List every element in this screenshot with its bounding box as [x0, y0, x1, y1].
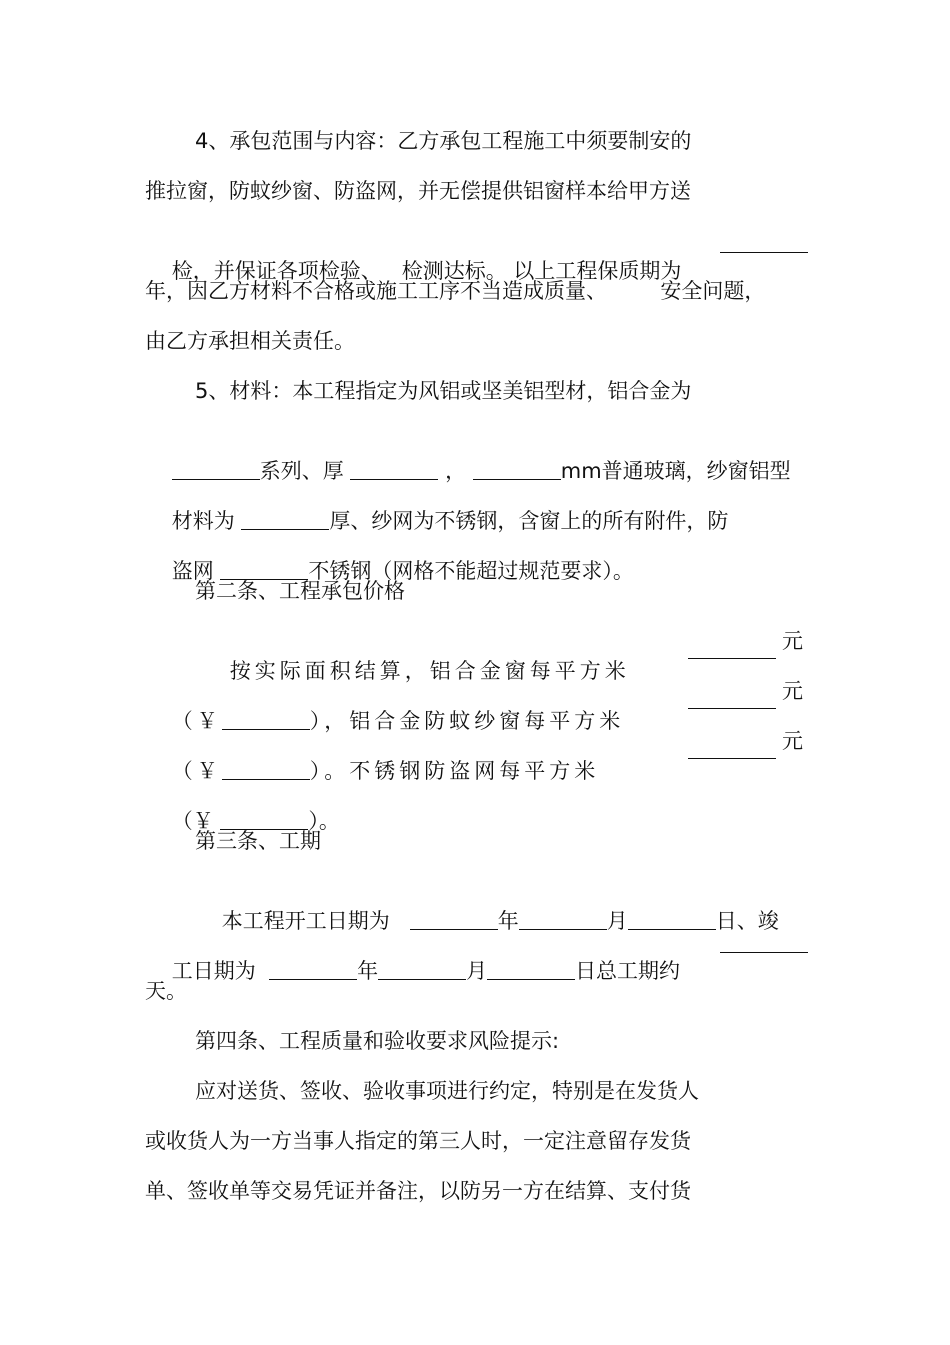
yen-open-3: （￥ — [171, 809, 214, 833]
clause-4-line-3-text: 检，并保证各项检验、 检测达标。 以上工程保质期为 — [171, 259, 682, 283]
clause-5-line-2 — [145, 426, 791, 483]
start-date-label: 本工程开工日期为 — [221, 909, 390, 933]
comma-separator: ， — [445, 459, 467, 483]
day-label-1: 日、竣 — [715, 909, 779, 933]
end-month-blank — [378, 959, 466, 980]
schedule-line-1 — [195, 876, 779, 933]
schedule-line-2 — [145, 926, 810, 983]
month-label-1: 月 — [606, 909, 628, 933]
clause-4-line-4: 年，因乙方材料不合格或施工工序不当造成质量、 安全问题， — [145, 279, 766, 303]
price-line-4 — [145, 776, 340, 833]
total-days-blank — [720, 932, 808, 953]
glass-label: mm普通玻璃，纱窗铝型 — [560, 459, 791, 483]
aluminum-window-price-blank — [688, 638, 776, 659]
security-net-price-blank — [688, 738, 776, 759]
yuan-unit-2: 元 — [782, 679, 803, 703]
end-day-blank — [487, 959, 575, 980]
completion-date-label: 工日期为 — [171, 959, 256, 983]
end-year-blank — [269, 959, 357, 980]
article-2-heading: 第二条、工程承包价格 — [195, 579, 405, 603]
screen-material-text: 厚、纱网为不锈钢，含窗上的所有附件，防 — [329, 509, 729, 533]
security-net-label: 盗网 — [171, 559, 214, 583]
clause-5-line-1: 5、材料：本工程指定为风铝或坚美铝型材，铝合金为 — [195, 379, 692, 403]
yen-open-2: （￥ — [171, 759, 222, 783]
price-line-1 — [203, 626, 630, 683]
yen-close-3: ）。 — [308, 809, 340, 833]
article-4-line-2: 或收货人为一方当事人指定的第三人时，一定注意留存发货 — [145, 1129, 691, 1153]
screen-material-label: 材料为 — [171, 509, 235, 533]
total-duration-label: 日总工期约 — [575, 959, 681, 983]
clause-4-line-1: 4、承包范围与内容：乙方承包工程施工中须要制安的 — [195, 129, 692, 153]
article-4-line-1: 应对送货、签收、验收事项进行约定，特别是在发货人 — [195, 1079, 699, 1103]
security-net-text: 不锈钢（网格不能超过规范要求）。 — [308, 559, 634, 583]
article-4-line-3: 单、签收单等交易凭证并备注，以防另一方在结算、支付货 — [145, 1179, 691, 1203]
clause-5-line-3 — [145, 476, 729, 533]
yuan-unit-1: 元 — [782, 629, 803, 653]
year-label-2: 年 — [357, 959, 379, 983]
article-4-heading: 第四条、工程质量和验收要求风险提示: — [195, 1029, 560, 1053]
warranty-years-blank — [720, 232, 808, 253]
aluminum-window-price-label: 按实际面积结算，铝合金窗每平方米 — [229, 659, 630, 683]
clause-4-line-5: 由乙方承担相关责任。 — [145, 329, 355, 353]
article-3-heading: 第三条、工期 — [195, 829, 321, 853]
clause-4-line-2: 推拉窗，防蚊纱窗、防盗网，并无偿提供铝窗样本给甲方送 — [145, 179, 691, 203]
yuan-unit-3: 元 — [782, 729, 803, 753]
security-net-price-label: ）。不锈钢防盗网每平方米 — [309, 759, 600, 783]
year-label-1: 年 — [497, 909, 519, 933]
month-label-2: 月 — [466, 959, 488, 983]
screen-window-price-blank — [688, 688, 776, 709]
clause-4-line-3 — [145, 226, 810, 283]
price-line-3 — [145, 726, 600, 783]
screen-window-price-label: ），铝合金防蚊纱窗每平方米 — [309, 709, 625, 733]
schedule-line-3: 天。 — [145, 979, 187, 1003]
price-line-2 — [145, 676, 625, 733]
clause-5-line-4 — [145, 526, 634, 583]
yen-open-1: （￥ — [171, 709, 222, 733]
series-thickness-label: 系列、厚 — [259, 459, 344, 483]
